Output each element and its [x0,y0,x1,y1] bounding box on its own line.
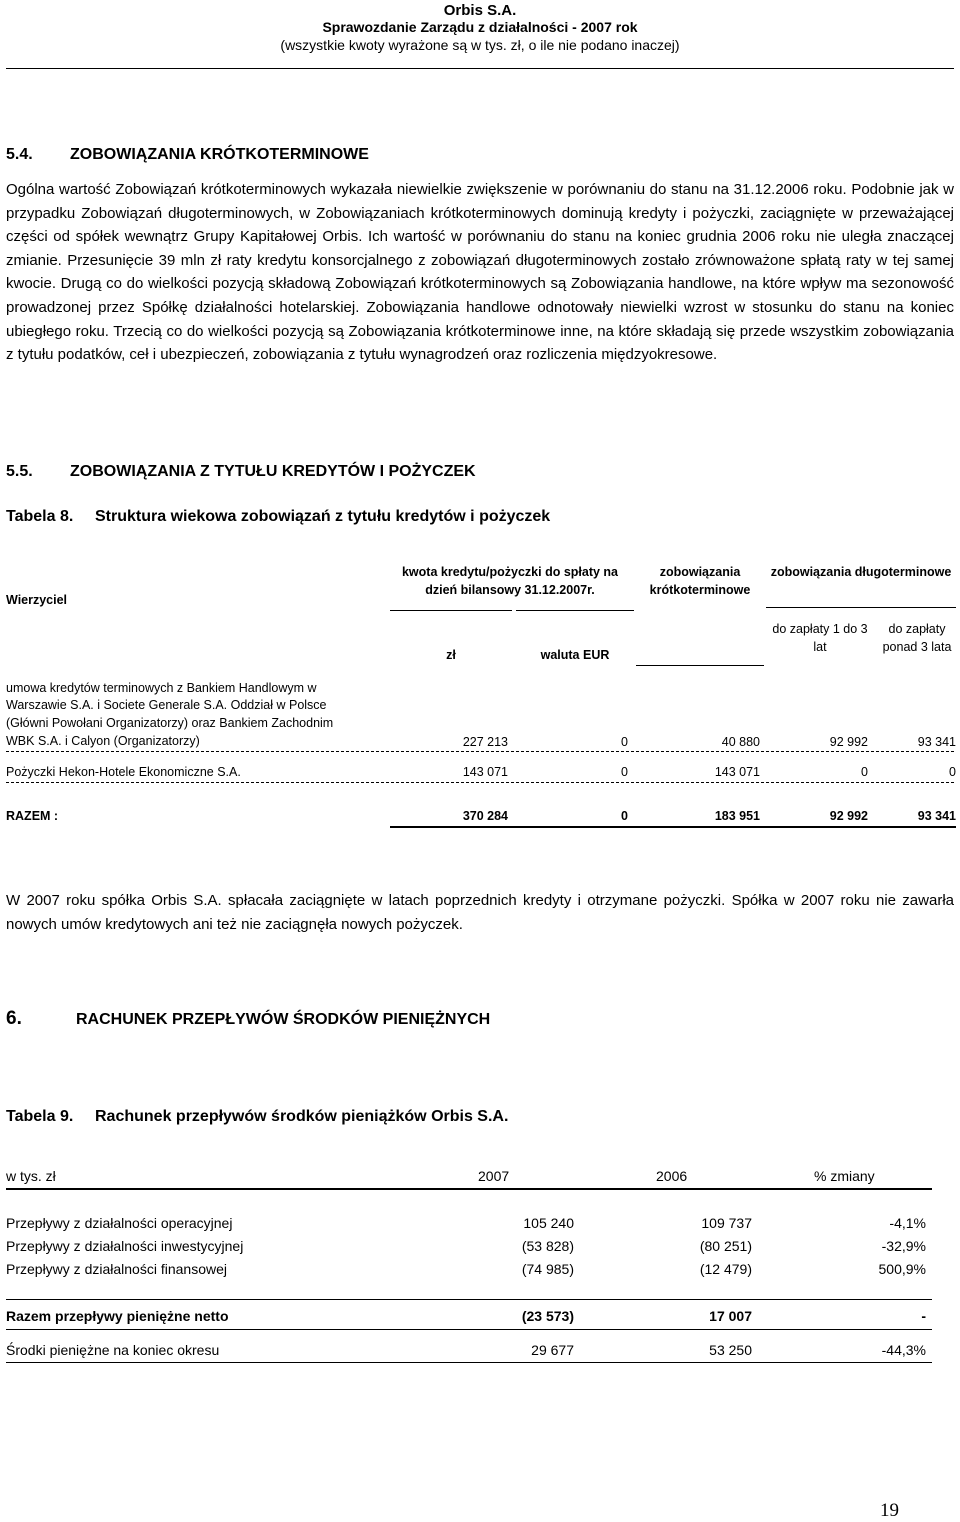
table8-row1-creditor-line1: umowa kredytów terminowych z Bankiem Handlowym w [6,681,317,695]
table8-total-long-over3: 93 341 [917,809,956,823]
section-6-heading [6,1008,490,1030]
table8-row1-line [6,751,954,752]
table9-row2-2007: (53 828) [521,1238,574,1254]
table8-total-label: RAZEM : [6,809,59,823]
page-number: 19 [880,1500,899,1521]
table8-col-pln: zł [446,648,456,662]
table8-total-eur: 0 [621,809,628,823]
section-54-title: ZOBOWIĄZANIA KRÓTKOTERMINOWE [70,146,369,163]
table9-row1-2007: 105 240 [523,1215,574,1231]
table9-row3-2007: (74 985) [521,1261,574,1277]
table9-row2-label: Przepływy z działalności inwestycyjnej [6,1238,244,1254]
table8-col-long-1-3: do zapłaty 1 do 3 lat [772,622,868,654]
table8-caption: Struktura wiekowa zobowiązań z tytułu kredytów i pożyczek [95,508,551,525]
section-6-number: 6. [6,1008,22,1029]
table8-row1-creditor-line4: WBK S.A. i Calyon (Organizatorzy) [6,734,200,748]
table9-row1-2006: 109 737 [701,1215,752,1231]
table8-row2-short: 143 071 [714,765,760,779]
table8-row1-short: 40 880 [721,735,760,749]
table9-net-change: - [921,1308,926,1324]
table8-col-long-over3: do zapłaty ponad 3 lata [882,622,952,654]
table8-col-long: zobowiązania długoterminowe [770,565,952,579]
table8-col-amount-group: kwota kredytu/pożyczki do spłaty na dzień bilansowy 31.12.2007r. [401,565,619,597]
section-54-heading [6,146,369,164]
table9-cash-2007: 29 677 [531,1342,574,1358]
table8-row1-long-over3: 93 341 [917,735,956,749]
table8-col-short: zobowiązania krótkoterminowe [649,565,751,597]
table8-header-line-eur [516,610,634,611]
table9-title [6,1108,508,1126]
table8-row1-creditor-line2: Warszawie S.A. i Societe Generale S.A. Oddział w Polsce [6,698,327,712]
table9-label: Tabela 9. [6,1108,74,1125]
table9-col-2006: 2006 [656,1168,688,1184]
table8-header-line-long [766,607,956,608]
table8-row2-long-1-3: 0 [861,765,868,779]
table9-cash-line [6,1329,932,1330]
header-rule [6,68,954,69]
table9-cash-change: -44,3% [881,1342,926,1358]
table8-row2-long-over3: 0 [949,765,956,779]
table8-row1-long-1-3: 92 992 [829,735,868,749]
table9-net-2007: (23 573) [521,1308,574,1324]
table9-col-unit: w tys. zł [6,1168,56,1184]
table8-row1-eur: 0 [621,735,628,749]
table8-total-long-1-3: 92 992 [829,809,868,823]
table9-caption: Rachunek przepływów środków pieniążków Orbis S.A. [95,1108,509,1125]
table9-bottom-line [6,1362,932,1363]
company-name: Orbis S.A. [443,2,517,19]
table9-cash-label: Środki pieniężne na koniec okresu [6,1342,220,1358]
table8-total-short: 183 951 [714,809,760,823]
table8-row1-creditor-line3: (Główni Powołani Organizatorzy) oraz Bankiem Zachodnim [6,716,334,730]
table9-col-2007: 2007 [478,1168,510,1184]
table9-row1-label: Przepływy z działalności operacyjnej [6,1215,233,1231]
table9-row2-change: -32,9% [881,1238,926,1254]
table8-label: Tabela 8. [6,508,74,525]
section-55-heading [6,463,476,481]
table8-row2-eur: 0 [621,765,628,779]
table9-col-change: % zmiany [814,1168,875,1184]
loans-2007-paragraph: W 2007 roku spółka Orbis S.A. spłacała zaciągnięte w latach poprzednich kredyty i otrzymane pożyczki. Spółka w 2007 roku nie zawarła nowych umów kredytowych ani też nie zaciągnęła nowych pożyczek. [6,892,954,933]
table8-total-line [390,826,956,828]
table9-cash-2006: 53 250 [709,1342,752,1358]
table9-row3-change: 500,9% [878,1261,926,1277]
amounts-note: (wszystkie kwoty wyrażone są w tys. zł, o ile nie podano inaczej) [280,37,680,53]
section-6-title: RACHUNEK PRZEPŁYWÓW ŚRODKÓW PIENIĘŻNYCH [76,1011,491,1028]
table8-title [6,508,550,526]
table8-col-eur: waluta EUR [540,648,610,662]
section-55-title: ZOBOWIĄZANIA Z TYTUŁU KREDYTÓW I POŻYCZEK [70,463,476,480]
table9-net-label: Razem przepływy pieniężne netto [6,1308,229,1324]
table8-row1-pln: 227 213 [462,735,508,749]
table8-row2-line [6,782,954,783]
report-title: Sprawozdanie Zarządu z działalności - 2007 rok [322,19,638,35]
table9-row2-2006: (80 251) [699,1238,752,1254]
table9-row3-label: Przepływy z działalności finansowej [6,1261,227,1277]
table9-net-2006: 17 007 [709,1308,752,1324]
table8-header-line-short [636,665,764,666]
table8-header-line-pln [390,610,512,611]
table8-total-pln: 370 284 [462,809,508,823]
section-54-paragraph: Ogólna wartość Zobowiązań krótkoterminowych wykazała niewielkie zwiększenie w porównaniu do stanu na 31.12.2006 roku. Podobnie jak w przypadku Zobowiązań długoterminowych, w Zobowiązaniach krótkoterminowych dominują kredyty i pożyczki, zaciągnięte w przeważającej części od spółek wewnątrz Grupy Kapitałowej Orbis. Ich wartość w porównaniu do stanu na koniec grudnia 2006 roku nie uległa znaczącej zmianie. Przesunięcie 39 mln zł raty kredytu konsorcjalnego z zobowiązań długoterminowych zostało zrównoważone spłatą raty w tej samej kwocie. Drugą co do wielkości pozycją składową Zobowiązań krótkoterminowych są Zobowiązania handlowe, na które wpływ ma sezonowość prowadzonej przez Spółkę działalności hotelarskiej. Zobowiązania handlowe odnotowały niewielki wzrost w stosunku do stanu na koniec ubiegłego roku. Trzecią co do wielkości pozycją są Zobowiązania krótkoterminowe inne, na które składają się przede wszystkim zobowiązania z tytułu podatków, ceł i ubezpieczeń, zobowiązania z tytułu wynagrodzeń oraz rozliczenia międzyokresowe. [6,181,954,364]
table8-row2-creditor: Pożyczki Hekon-Hotele Ekonomiczne S.A. [6,765,241,779]
table9-net-line [6,1299,932,1300]
table8-col-creditor: Wierzyciel [6,593,68,607]
table9-header-line [6,1188,932,1190]
table9-row3-2006: (12 479) [699,1261,752,1277]
section-54-number: 5.4. [6,146,33,163]
table9-row1-change: -4,1% [889,1215,926,1231]
section-55-number: 5.5. [6,463,33,480]
table8-row2-pln: 143 071 [462,765,508,779]
